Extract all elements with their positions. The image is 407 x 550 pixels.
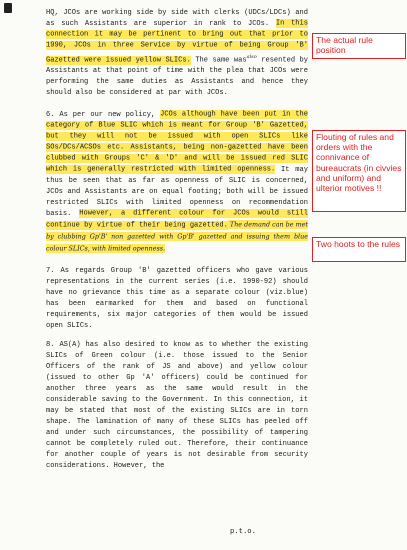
paragraph-8 (46, 340, 308, 471)
page-turn-indicator: p.t.o. (230, 528, 256, 536)
text-segment: The same was (190, 56, 247, 65)
text-segment: 7. As regards Group 'B' gazetted officers who gave various representations in the current series (i.e. 1990-92) should have no grievance this time as a separate colour (viz.blue) has been earmarked for them and based on functional requirements, six major categories of them would be issued open SLICs. (46, 267, 308, 331)
text-segment: HQ, JCOs are working side by side with clerks (UDCs/LDCs) and as such Assistants are superior in rank to JCOs. (46, 9, 308, 28)
annotation-two-hoots: Two hoots to the rules (312, 237, 406, 262)
text-segment: It may thus be seen that as far as openness of SLIC is concerned, JCOs and Assistants are on equal footing; both will be issued restricted SLICs with limited openness on recommendation basis. (46, 165, 308, 218)
annotation-flouting-rules: Flouting of rules and orders with the connivance of bureaucrats (in civvies and uniform) and ulterior motives !! (312, 130, 406, 212)
paragraph-6 (46, 110, 308, 255)
handwritten-note: The demand can be met by clubbing Gp'B' non gazetted with Gp'B' gazetted and issuing them blue colour SLICs, with limited openness. (46, 220, 308, 253)
handwritten-insert: also (246, 53, 257, 60)
punch-mark (4, 3, 12, 13)
text-segment: 6. As per our new policy, (46, 110, 161, 119)
document-body (46, 8, 308, 483)
annotation-rule-position: The actual rule position (312, 33, 406, 59)
highlighted-text: JCOs although have been put in the category of Blue SLIC which is meant for Group 'B' Gazetted, but they will not be issued with open SLICs like SOs/DCs/ACSOs etc. Assistants, being non-gazetted have been clubbed with Groups 'C' & 'D' and will be issued red SLIC which is generally restricted with limited openness. (46, 110, 309, 174)
text-segment: 8. AS(A) has also desired to know as to whether the existing SLICs of Green colour (i.e. those issued to the Senior Officers of the rank of JS and above) and yellow colour (issued to other Gp 'A' officers) could be continued for another three years as the same would result in the considerable saving to the Government. In this connection, it may be stated that most of the existing SLICs are in torn shape. The lamination of many of these SLICs has peeled off and under such circumstances, the possibility of tampering cannot be completely ruled out. Therefore, their continuance for another couple of years is not desirable from security considerations. However, the (46, 341, 308, 470)
paragraph-5-continuation (46, 8, 308, 99)
text-segment: resented by Assistants at that point of time with the plea that JCOs were performing the same duties as Assistants and hence they should also be considered at par with JCOs. (46, 56, 309, 98)
paragraph-7 (46, 266, 308, 332)
highlighted-text: However, a different colour for JCOs would still continue by virtue of their being gazetted. (46, 209, 308, 230)
highlighted-text: In this connection it may be pertinent to bring out that prior to 1990, JCOs in three Service by virtue of being Group 'B' Gazetted were issued yellow SLICs. (46, 19, 308, 65)
